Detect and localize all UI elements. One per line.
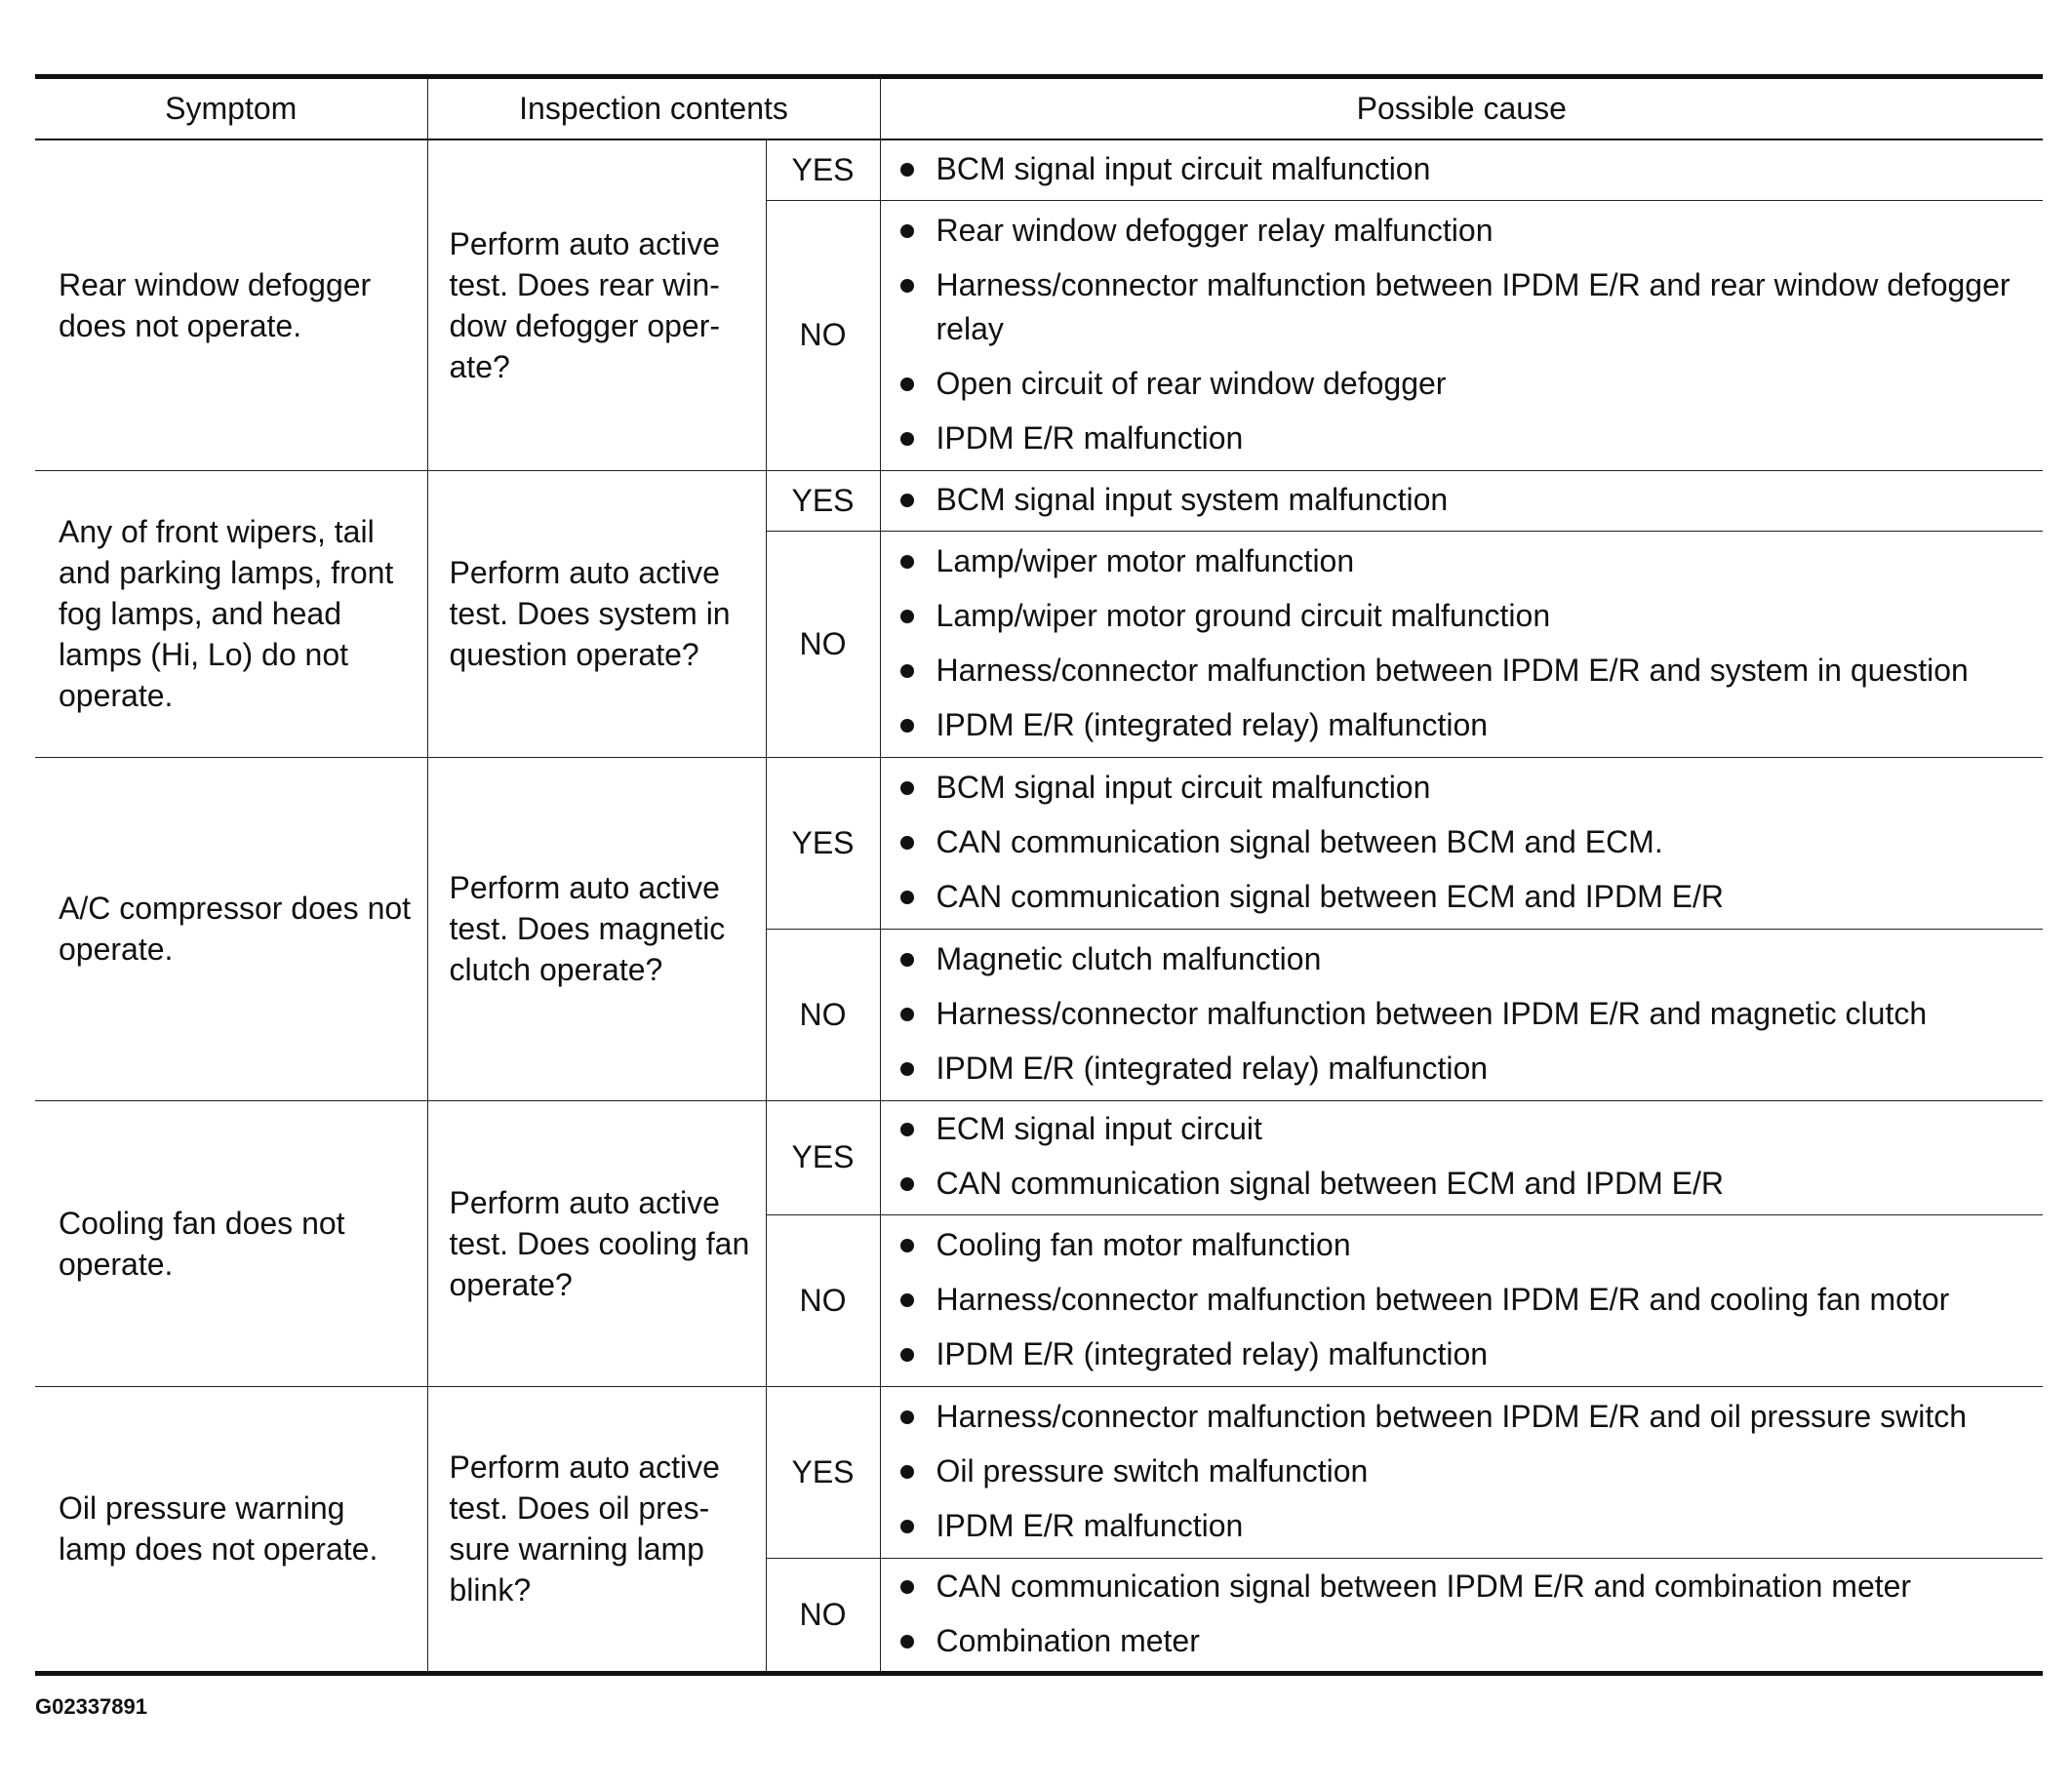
bullet-icon (900, 1177, 914, 1191)
cause-item (900, 766, 2034, 810)
cause-text: Harness/connector malfunction between IPDM E/R and system in question (936, 652, 1969, 688)
cause-text: BCM signal input circuit malfunction (936, 769, 1431, 805)
header-row (35, 77, 2043, 140)
cause-item (900, 1223, 2034, 1267)
bullet-icon (900, 432, 914, 446)
cause-text: IPDM E/R malfunction (936, 419, 1244, 456)
cause-item (900, 1332, 2034, 1376)
bullet-icon (900, 377, 914, 391)
cause-text: IPDM E/R (integrated relay) malfunction (936, 706, 1489, 742)
symptom-cell: Rear window defogger does not operate. (35, 139, 427, 470)
cause-list (900, 1107, 2034, 1206)
yes-label: YES (766, 1386, 880, 1558)
cause-text: IPDM E/R malfunction (936, 1507, 1244, 1543)
cause-text: ECM signal input circuit (936, 1111, 1262, 1146)
yes-label: YES (766, 1100, 880, 1214)
cause-item (900, 1565, 2034, 1608)
cause-list (900, 539, 2034, 747)
bullet-icon (900, 1062, 914, 1076)
cause-item (900, 1107, 2034, 1151)
yes-label: YES (766, 139, 880, 200)
cause-item (900, 1047, 2034, 1091)
cause-item (900, 1504, 2034, 1548)
bullet-icon (900, 1123, 914, 1136)
symptom-cell: Cooling fan does not operate. (35, 1100, 427, 1386)
bullet-icon (900, 1465, 914, 1479)
cause-item (900, 1395, 2034, 1439)
cause-text: CAN communication signal between BCM and ECM. (936, 823, 1663, 859)
cause-text: IPDM E/R (integrated relay) malfunction (936, 1335, 1489, 1371)
cause-item (900, 1449, 2034, 1493)
symptom-cell: Any of front wipers, tail and parking lamps, front fog lamps, and head lamps (Hi, Lo) do not operate. (35, 470, 427, 757)
inspection-cell: Perform auto active test. Does magnetic clutch operate? (427, 757, 766, 1100)
cause-text: CAN communication signal between ECM and IPDM E/R (936, 878, 1724, 914)
bullet-icon (900, 664, 914, 678)
cause-cell (880, 757, 2043, 929)
no-label: NO (766, 531, 880, 757)
cause-text: Open circuit of rear window defogger (936, 365, 1447, 401)
figure-id: G02337891 (35, 1694, 147, 1719)
cause-item (900, 209, 2034, 253)
cause-text: Harness/connector malfunction between IPDM E/R and rear window defogger relay (936, 266, 2011, 346)
no-label: NO (766, 1214, 880, 1386)
table-row (35, 757, 2043, 929)
cause-cell (880, 139, 2043, 200)
bullet-icon (900, 1580, 914, 1594)
bullet-icon (900, 555, 914, 569)
cause-text: CAN communication signal between IPDM E/R and combination meter (936, 1568, 1912, 1604)
cause-cell (880, 1100, 2043, 1214)
cause-list (900, 1565, 2034, 1663)
bullet-icon (900, 781, 914, 795)
cause-cell (880, 200, 2043, 470)
cause-item (900, 417, 2034, 460)
bullet-icon (900, 1239, 914, 1252)
cause-list (900, 209, 2034, 460)
cause-item (900, 539, 2034, 583)
cause-text: Lamp/wiper motor ground circuit malfunction (936, 597, 1551, 633)
table-row (35, 1100, 2043, 1214)
cause-item (900, 992, 2034, 1036)
cause-cell (880, 531, 2043, 757)
cause-item (900, 147, 2034, 191)
cause-text: CAN communication signal between ECM and IPDM E/R (936, 1166, 1724, 1201)
cause-text: Harness/connector malfunction between IPDM E/R and cooling fan motor (936, 1281, 1950, 1317)
bullet-icon (900, 1293, 914, 1307)
cause-text: IPDM E/R (integrated relay) malfunction (936, 1050, 1489, 1086)
cause-text: Harness/connector malfunction between IPDM E/R and oil pressure switch (936, 1398, 1967, 1434)
yes-label: YES (766, 757, 880, 929)
cause-list (900, 147, 2034, 191)
cause-cell (880, 470, 2043, 531)
no-label: NO (766, 1558, 880, 1673)
no-label: NO (766, 929, 880, 1100)
table-row (35, 470, 2043, 531)
cause-list (900, 766, 2034, 919)
bullet-icon (900, 1008, 914, 1021)
cause-text: Harness/connector malfunction between IPDM E/R and magnetic clutch (936, 995, 1928, 1031)
table-row (35, 1386, 2043, 1558)
bullet-icon (900, 1520, 914, 1533)
cause-item (900, 703, 2034, 747)
cause-cell (880, 1558, 2043, 1673)
inspection-cell: Perform auto active test. Does rear win-dow defogger oper-ate? (427, 139, 766, 470)
table-row (35, 139, 2043, 200)
inspection-header: Inspection contents (427, 77, 880, 140)
bullet-icon (900, 279, 914, 293)
cause-list (900, 1223, 2034, 1376)
bullet-icon (900, 836, 914, 850)
cause-cell (880, 1386, 2043, 1558)
cause-item (900, 594, 2034, 638)
bullet-icon (900, 163, 914, 177)
cause-item (900, 1162, 2034, 1206)
cause-list (900, 478, 2034, 522)
cause-text: Lamp/wiper motor malfunction (936, 542, 1355, 578)
cause-cell (880, 1214, 2043, 1386)
cause-item (900, 937, 2034, 981)
cause-item (900, 478, 2034, 522)
bullet-icon (900, 224, 914, 238)
cause-item (900, 649, 2034, 693)
bullet-icon (900, 953, 914, 967)
cause-text: Combination meter (936, 1622, 1200, 1658)
yes-label: YES (766, 470, 880, 531)
cause-item (900, 820, 2034, 864)
diagnosis-table (35, 74, 2043, 1676)
cause-header: Possible cause (880, 77, 2043, 140)
cause-item (900, 1278, 2034, 1322)
cause-item (900, 362, 2034, 406)
symptom-cell: Oil pressure warning lamp does not operate. (35, 1386, 427, 1673)
bullet-icon (900, 719, 914, 733)
cause-text: Cooling fan motor malfunction (936, 1226, 1351, 1262)
table-body (35, 139, 2043, 1673)
bullet-icon (900, 891, 914, 904)
cause-cell (880, 929, 2043, 1100)
cause-text: Rear window defogger relay malfunction (936, 212, 1494, 248)
symptom-header: Symptom (35, 77, 427, 140)
cause-text: BCM signal input circuit malfunction (936, 150, 1431, 186)
cause-text: BCM signal input system malfunction (936, 481, 1449, 517)
cause-item (900, 263, 2034, 351)
inspection-cell: Perform auto active test. Does system in question operate? (427, 470, 766, 757)
inspection-cell: Perform auto active test. Does cooling fan operate? (427, 1100, 766, 1386)
cause-item (900, 875, 2034, 919)
bullet-icon (900, 1635, 914, 1648)
cause-list (900, 937, 2034, 1091)
cause-text: Magnetic clutch malfunction (936, 940, 1322, 976)
bullet-icon (900, 610, 914, 623)
cause-item (900, 1619, 2034, 1663)
bullet-icon (900, 494, 914, 507)
inspection-cell: Perform auto active test. Does oil pres-sure warning lamp blink? (427, 1386, 766, 1673)
cause-text: Oil pressure switch malfunction (936, 1452, 1369, 1489)
no-label: NO (766, 200, 880, 470)
symptom-cell: A/C compressor does not operate. (35, 757, 427, 1100)
cause-list (900, 1395, 2034, 1548)
bullet-icon (900, 1410, 914, 1424)
bullet-icon (900, 1348, 914, 1362)
